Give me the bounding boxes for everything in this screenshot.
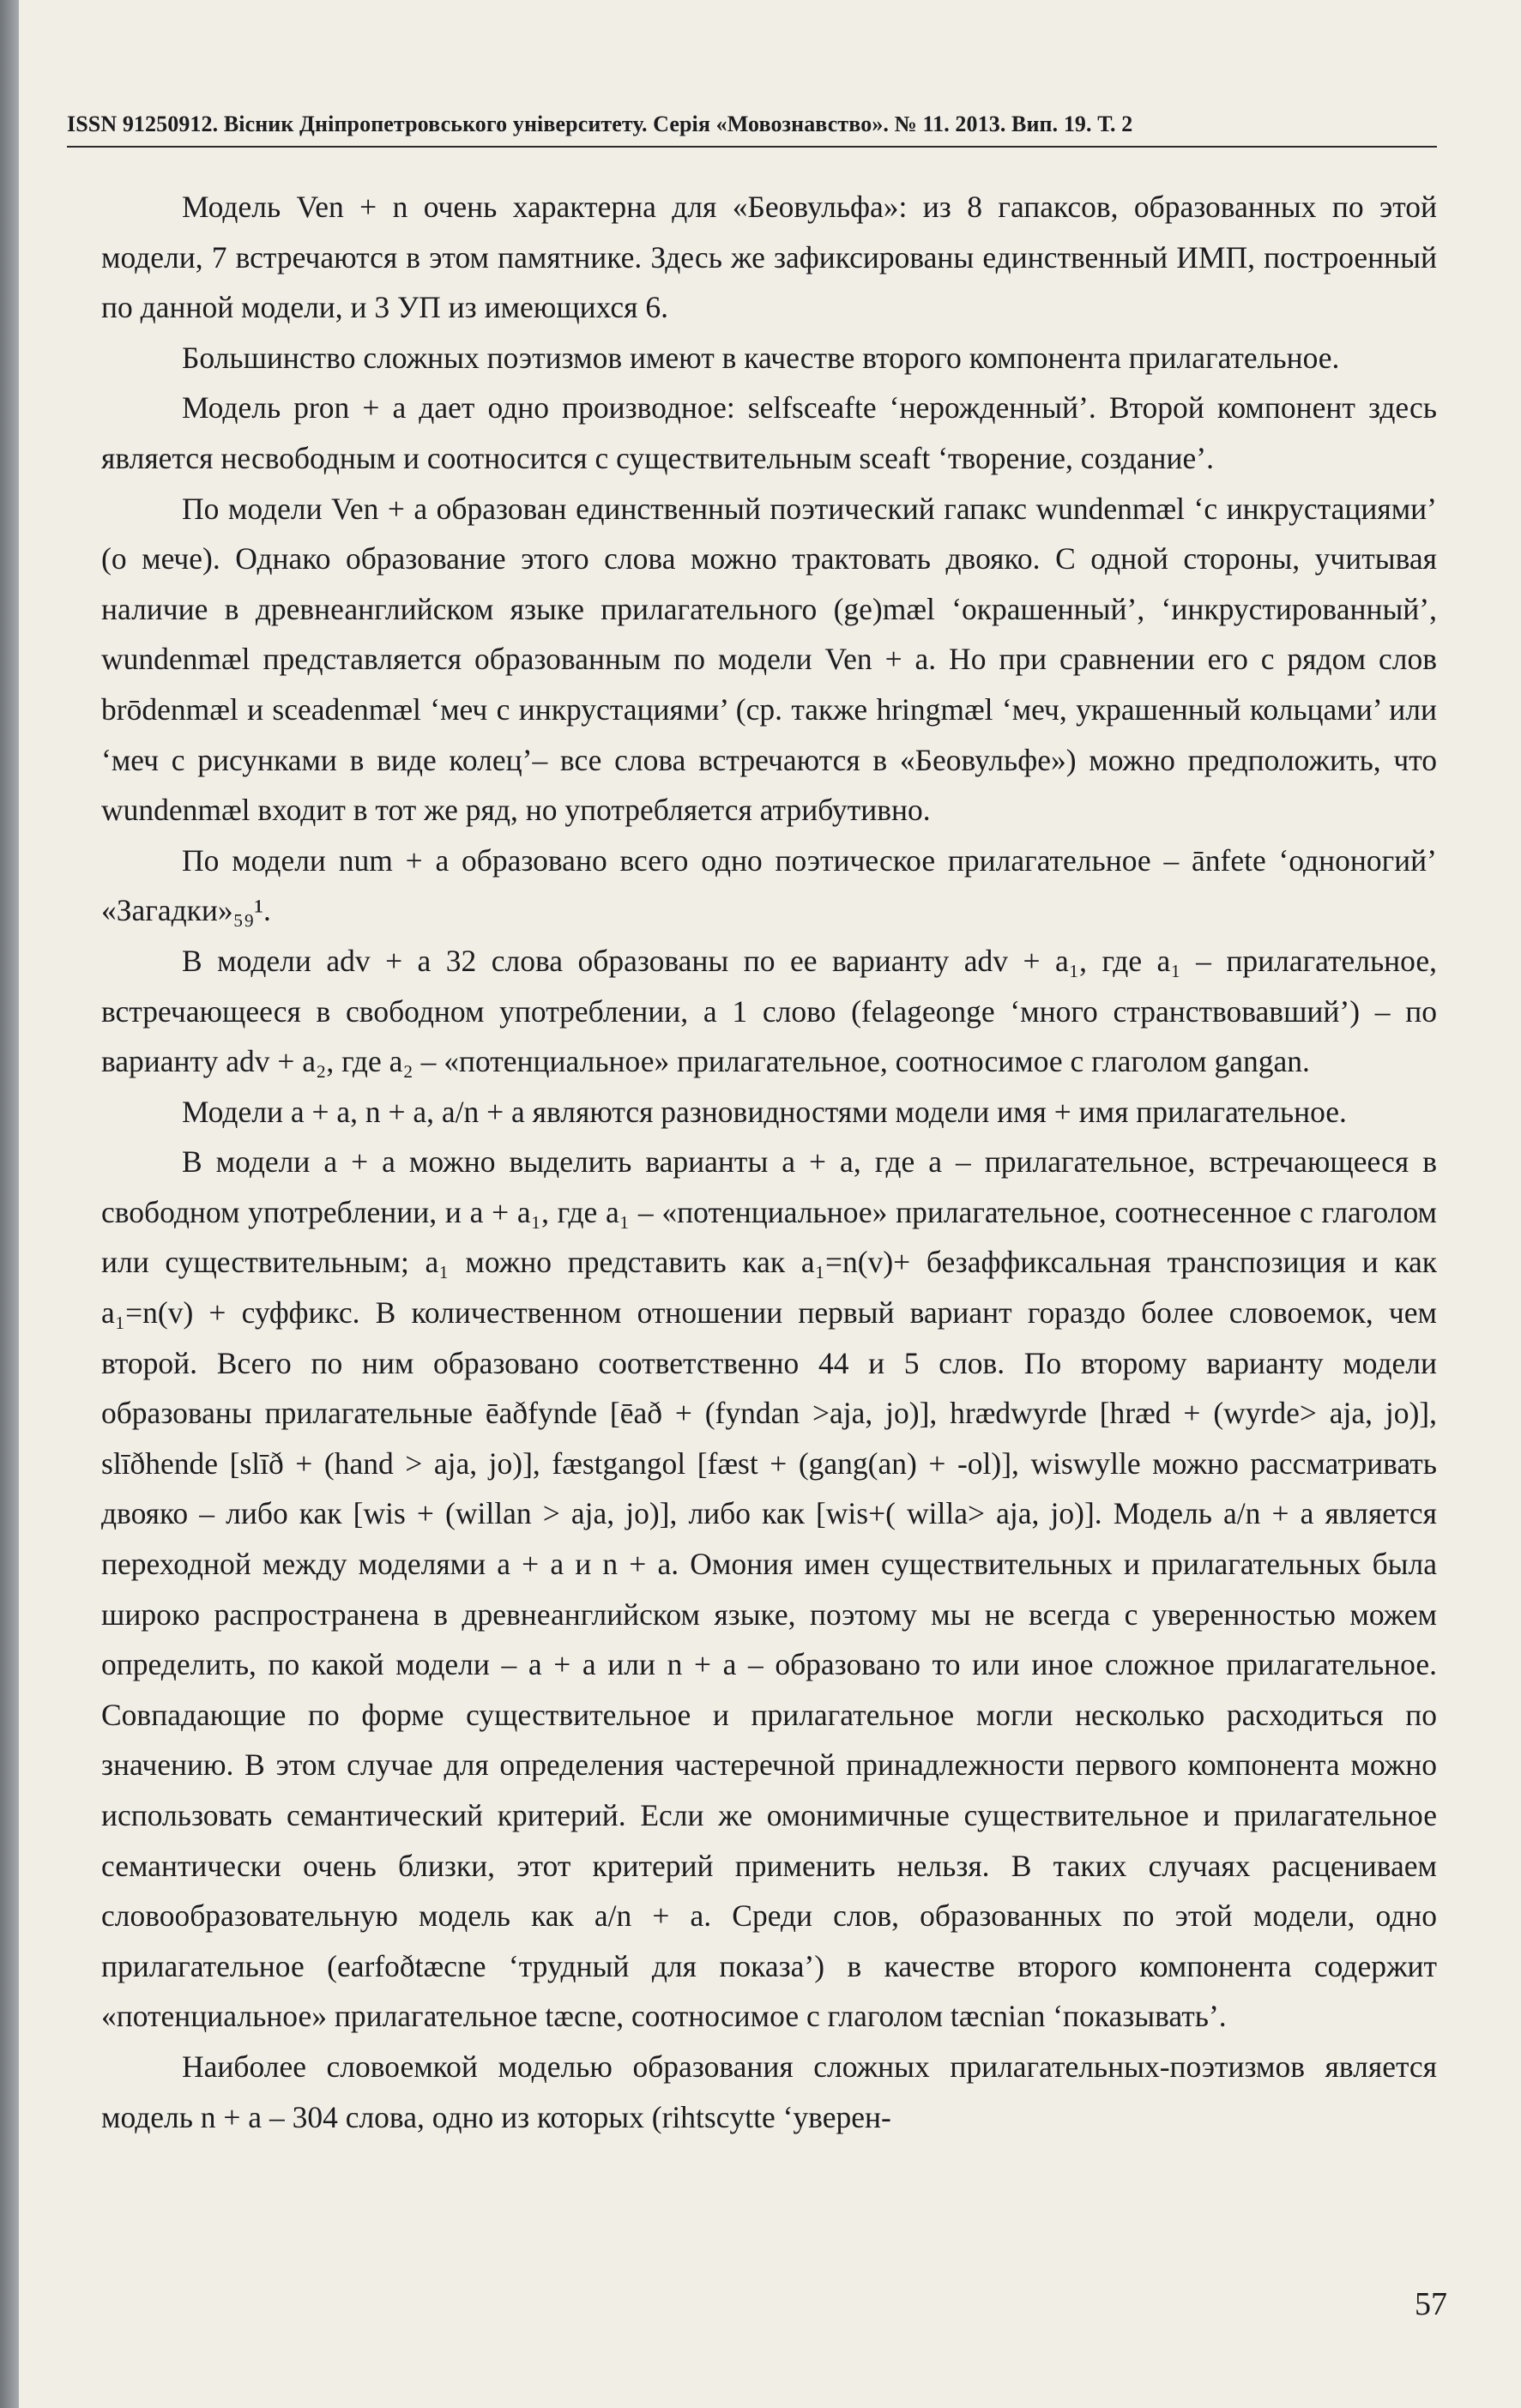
paragraph-ven-a: По модели Ven + a образован единственный поэтический гапакс wundenmæl ‘с инкрустациями’ (о мече). Однако образование этого слова можно трактовать двояко. С одной стороны, учитывая наличие в древнеанглийском языке прилагательного (ge)mæl ‘окрашенный’, ‘инкрустированный’, wundenmæl представляется образованным по модели Ven + a. Но при сравнении его с рядом слов brōdenmæl и sceadenmæl ‘меч с инкрустациями’ (ср. также hringmæl ‘меч, украшенный кольцами’ или ‘меч с рисунками в виде колец’– все слова встречаются в «Беовульфе») можно предположить, что wundenmæl входит в тот же ряд, но употребляется атрибутивно. bbox=[101, 491, 1437, 828]
paragraph-models-overview: Модели a + a, n + a, a/n + a являются разновидностями модели имя + имя прилагательное. bbox=[182, 1094, 1347, 1129]
page-number: 57 bbox=[1415, 2286, 1447, 2322]
paragraph-a-a: В модели a + a можно выделить варианты a + a, где a – прилагательное, встречающееся в свободном употреблении, и a + a₁, где a₁ – «потенциальное» прилагательное, соотнесенное с глаголом или существительным; a₁ можно представить как a₁=n(v)+ безаффиксальная транспозиция и как a₁=n(v) + суффикс. В количественном отношении первый вариант гораздо более словоемок, чем второй. Всего по ним образовано соответственно 44 и 5 слов. По второму варианту модели образованы прилагательные ēaðfynde [ēað + (fyndan >aja, jo)], hrædwyrde [hræd + (wyrde> aja, jo)], slīðhende [slīð + (hand > aja, jo)], fæstgangol [fæst + (gang(an) + -ol)], wiswylle можно рассматривать двояко – либо как [wis + (willan > aja, jo)], либо как [wis+( willa> aja, jo)]. Модель a/n + a является переходной между моделями a + a и n + a. Омония имен существительных и прилагательных была широко распространена в древнеанглийском языке, поэтому мы не всегда с уверенностью можем определить, по какой модели – a + a или n + a – образовано то или иное сложное прилагательное. Совпадающие по форме существительное и прилагательное могли несколько расходиться по значению. В этом случае для определения частеречной принадлежности первого компонента можно использовать семантический критерий. Если же омонимичные существительное и прилагательное семантически очень близки, этот критерий применить нельзя. В таких случаях расцениваем словообразовательную модель как a/n + a. Среди слов, образованных по этой модели, одно прилагательное (earfoðtæcne ‘трудный для показа’) в качестве второго компонента содержит «потенциальное» прилагательное tæcne, соотносимое с глаголом tæcnian ‘показывать’. bbox=[101, 1144, 1437, 2034]
paragraph-adv-a: В модели adv + a 32 слова образованы по ее варианту adv + a₁, где a₁ – прилагательное, встречающееся в свободном употреблении, а 1 слово (felageonge ‘много странствовавший’) – по варианту adv + a₂, где a₂ – «потенциальное» прилагательное, соотносимое с глаголом gangan. bbox=[101, 943, 1437, 1079]
paragraph-ven-n: Модель Ven + n очень характерна для «Беовульфа»: из 8 гапаксов, образованных по этой модели, 7 встречаются в этом памятнике. Здесь же зафиксированы единственный ИМП, построенный по данной модели, и 3 УП из имеющихся 6. bbox=[101, 190, 1437, 325]
book-spine-shadow bbox=[0, 0, 19, 2408]
paragraph-num-a: По модели num + a образовано всего одно поэтическое прилагательное – ānfete ‘одноногий’ «Загадки»₅₉¹. bbox=[101, 842, 1437, 928]
paragraph-pron-a: Модель pron + a дает одно производное: selfsceafte ‘нерожденный’. Второй компонент здесь является несвободным и соотносится с существительным sceaft ‘творение, создание’. bbox=[101, 390, 1437, 475]
article-body bbox=[101, 182, 1437, 2142]
paragraph-n-a: Наиболее словоемкой моделью образования сложных прилагательных-поэтизмов является модель n + a – 304 слова, одно из которых (rihtscytte ‘уверен- bbox=[101, 2049, 1437, 2134]
paragraph-second-component: Большинство сложных поэтизмов имеют в качестве второго компонента прилагательное. bbox=[182, 340, 1340, 375]
running-header: ISSN 91250912. Вісник Дніпропетровського університету. Серія «Мовознавство». № 11. 2013. Вип. 19. Т. 2 bbox=[67, 110, 1437, 148]
journal-page bbox=[19, 0, 1521, 2408]
